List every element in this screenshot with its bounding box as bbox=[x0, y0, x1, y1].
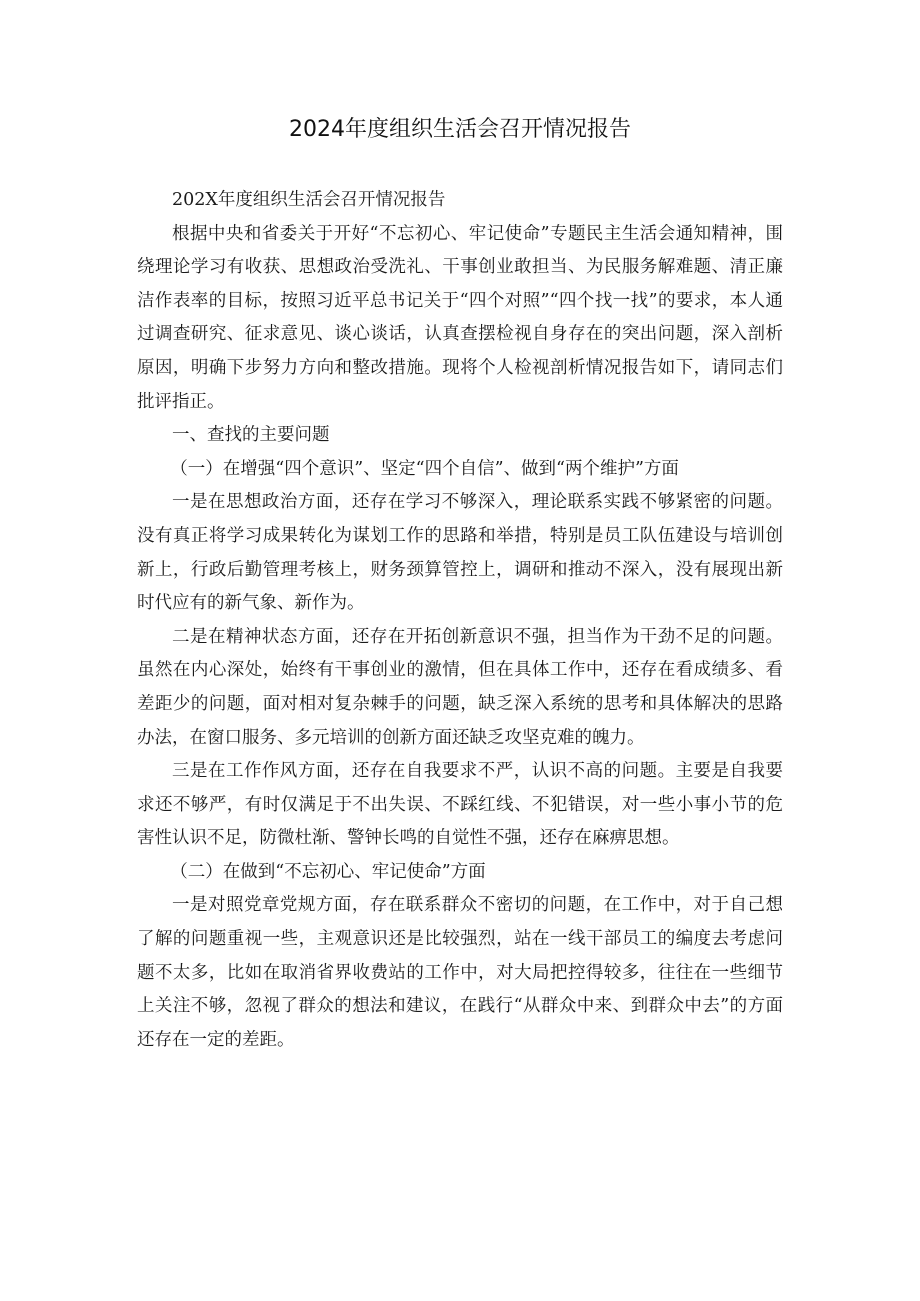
document-title: 2024年度组织生活会召开情况报告 bbox=[289, 117, 631, 142]
body-paragraph: 一是在思想政治方面，还存在学习不够深入，理论联系实践不够紧密的问题。没有真正将学习成果转化为谋划工作的思路和举措，特别是员工队伍建设与培训创新上，行政后勤管理考核上，财务颈算管控上，调研和推动不深入，没有展现出新时代应有的新气象、新作为。 bbox=[137, 492, 783, 614]
subsection-heading-2: （二）在做到“不忘初心、牢记使命”方面 bbox=[170, 861, 486, 882]
body-paragraph: 一是对照党章党规方面，存在联系群众不密切的问题，在工作中，对于自己想了解的问题重视一些，主观意识还是比较强烈，站在一线干部员工的编度去考虑问题不太多，比如在取消省界收费站的工作中，对大局把控得较多，往往在一些细节上关注不够，忽视了群众的想法和建议，在践行“从群众中来、到群众中去”的方面还存在一定的差距。 bbox=[137, 895, 783, 1050]
body-paragraph: 二是在精神状态方面，还存在开拓创新意识不强，担当作为干劲不足的问题。虽然在内心深处，始终有干事创业的激情，但在具体工作中，还存在看成绩多、看差距少的问题，面对相对复杂棘手的问题，缺乏深入系统的思考和具体解决的思路办法，在窗口服务、多元培训的创新方面还缺乏攻坚克难的魄力。 bbox=[137, 626, 783, 748]
subsection-heading-1: （一）在增强“四个意识”、坚定“四个自信”、做到“两个维护”方面 bbox=[170, 458, 679, 479]
intro-paragraph: 根据中央和省委关于开好“不忘初心、牢记使命”专题民主生活会通知精神，围绕理论学习有收获、思想政治受洗礼、干事创业敢担当、为民服务解难题、清正廉洁作表率的目标，按照习近平总书记关于“四个对照”“四个找一找”的要求，本人通过调查研究、征求意见、谈心谈话，认真查摆检视自身存在的突出问题，深入剖析原因，明确下步努力方向和整改措施。现将个人检视剖析情况报告如下，请同志们批评指正。 bbox=[137, 223, 783, 412]
subtitle-paragraph: 202X年度组织生活会召开情况报告 bbox=[172, 190, 446, 210]
section-heading-1: 一、查找的主要问题 bbox=[172, 425, 330, 446]
document-body bbox=[137, 184, 783, 1057]
body-paragraph: 三是在工作作风方面，还存在自我要求不严，认识不高的问题。主要是自我要求还不够严，有时仅满足于不出失误、不踩红线、不犯错误，对一些小事小节的危害性认识不足，防微杜渐、警钟长鸣的自觉性不强，还存在麻痹思想。 bbox=[137, 761, 783, 849]
